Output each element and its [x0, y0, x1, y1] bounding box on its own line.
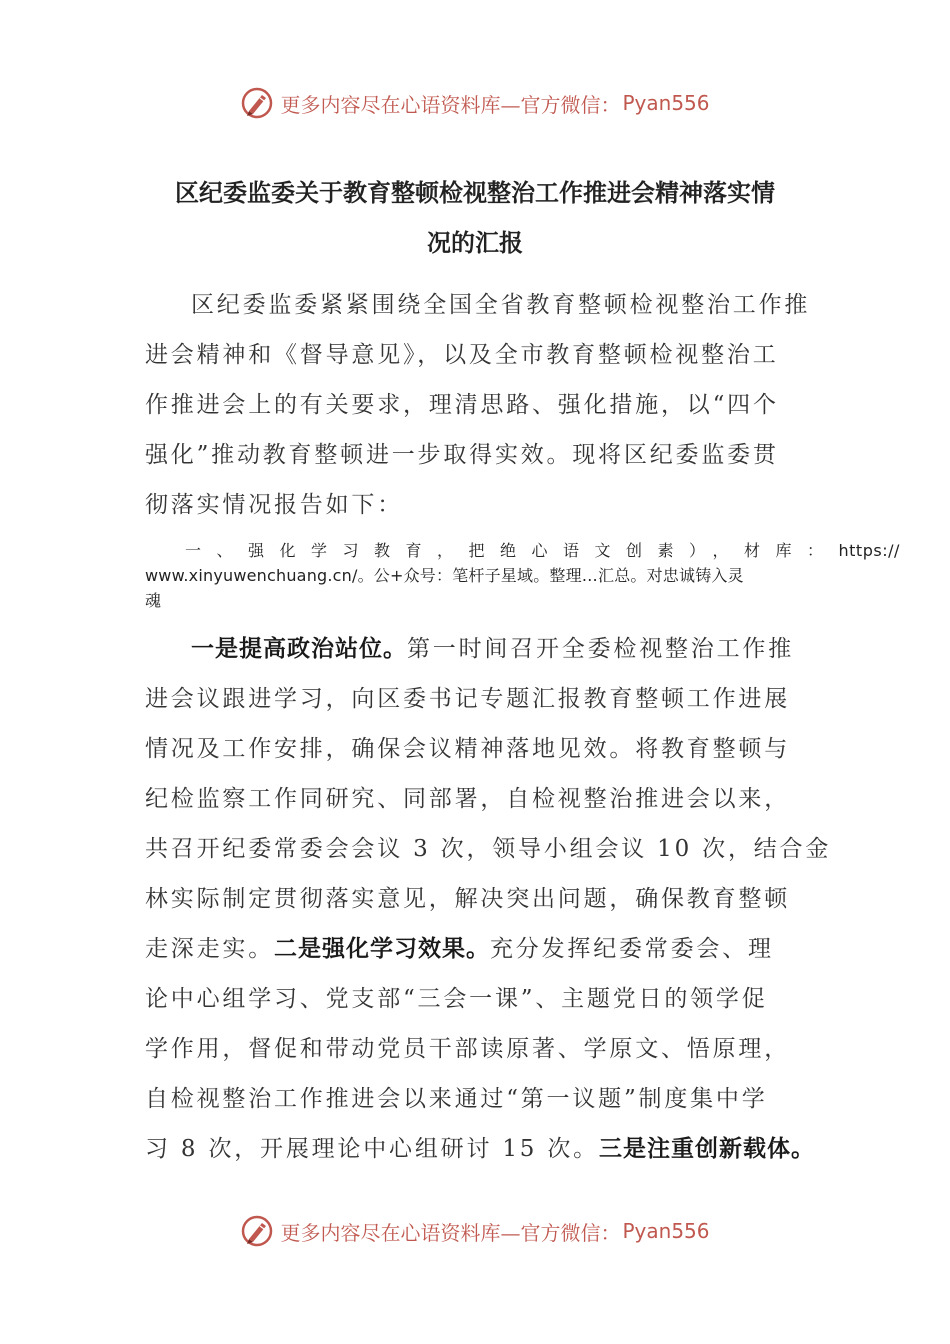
intro-line: 强化”推动教育整顿进一步取得实效。现将区纪委监委贯: [145, 442, 779, 468]
footer-banner: [0, 1211, 950, 1251]
pen-logo-icon: [240, 86, 274, 120]
document-title-line-2: 况的汇报: [427, 229, 523, 257]
intro-line: 彻落实情况报告如下：: [145, 492, 403, 518]
body-line: 自检视整治工作推进会以来通过“第一议题”制度集中学: [145, 1086, 768, 1112]
body-line: 林实际制定贯彻落实意见，解决突出问题，确保教育整顿: [145, 886, 790, 912]
body-line: 进会议跟进学习，向区委书记专题汇报教育整顿工作进展: [145, 686, 790, 712]
intro-line: 作推进会上的有关要求，理清思路、强化措施，以“四个: [145, 392, 779, 418]
body-line: [145, 624, 807, 674]
pen-logo-icon: [240, 1214, 274, 1248]
document-title-line-1: 区纪委监委关于教育整顿检视整治工作推进会精神落实情: [175, 179, 775, 207]
point-2-heading: 二是强化学习效果。: [274, 936, 490, 962]
body-text: 第一时间召开全委检视整治工作推: [407, 636, 794, 662]
body-line: [145, 924, 807, 974]
body-text: 充分发挥纪委常委会、理: [490, 936, 774, 962]
point-1-heading: 一是提高政治站位。: [191, 636, 407, 662]
body-line: 情况及工作安排，确保会议精神落地见效。将教育整顿与: [145, 736, 790, 762]
point-3-heading: 三是注重创新载体。: [598, 1136, 815, 1162]
body-line: 学作用，督促和带动党员干部读原著、学原文、悟原理，: [145, 1036, 790, 1062]
body-text: 习 8 次，开展理论中心组研讨 15 次。: [145, 1136, 599, 1162]
intro-line: 区纪委监委紧紧围绕全国全省教育整顿检视整治工作推: [191, 292, 811, 318]
banner-handle: Pyan556: [622, 91, 710, 115]
banner-text: 更多内容尽在心语资料库—官方微信：: [280, 1220, 621, 1245]
body-line: 纪检监察工作同研究、同部署，自检视整治推进会以来，: [145, 786, 790, 812]
intro-line: 进会精神和《督导意见》，以及全市教育整顿检视整治工: [145, 342, 779, 368]
section-heading-end: 魂: [145, 591, 162, 610]
body-line: [145, 1124, 815, 1174]
banner-text: 更多内容尽在心语资料库—官方微信：: [280, 92, 621, 117]
body-paragraph: [145, 624, 832, 1174]
section-heading-link-start: https://: [838, 541, 900, 560]
section-heading-1: [145, 538, 900, 613]
body-line: 论中心组学习、党支部“三会一课”、主题党日的领学促: [145, 986, 768, 1012]
body-line: 共召开纪委常委会会议 3 次，领导小组会议 10 次，结合金: [145, 836, 832, 862]
body-text: 走深走实。: [145, 936, 274, 962]
header-banner: [0, 83, 950, 123]
section-heading-text: 一、强化学习教育，把绝心语文创素），材库：: [185, 541, 839, 560]
banner-handle: Pyan556: [622, 1219, 710, 1243]
intro-paragraph: [145, 280, 811, 530]
section-heading-link: www.xinyuwenchuang.cn/。公+众号：笔杆子星域。整理…汇总。对忠诚铸入灵: [145, 566, 744, 585]
